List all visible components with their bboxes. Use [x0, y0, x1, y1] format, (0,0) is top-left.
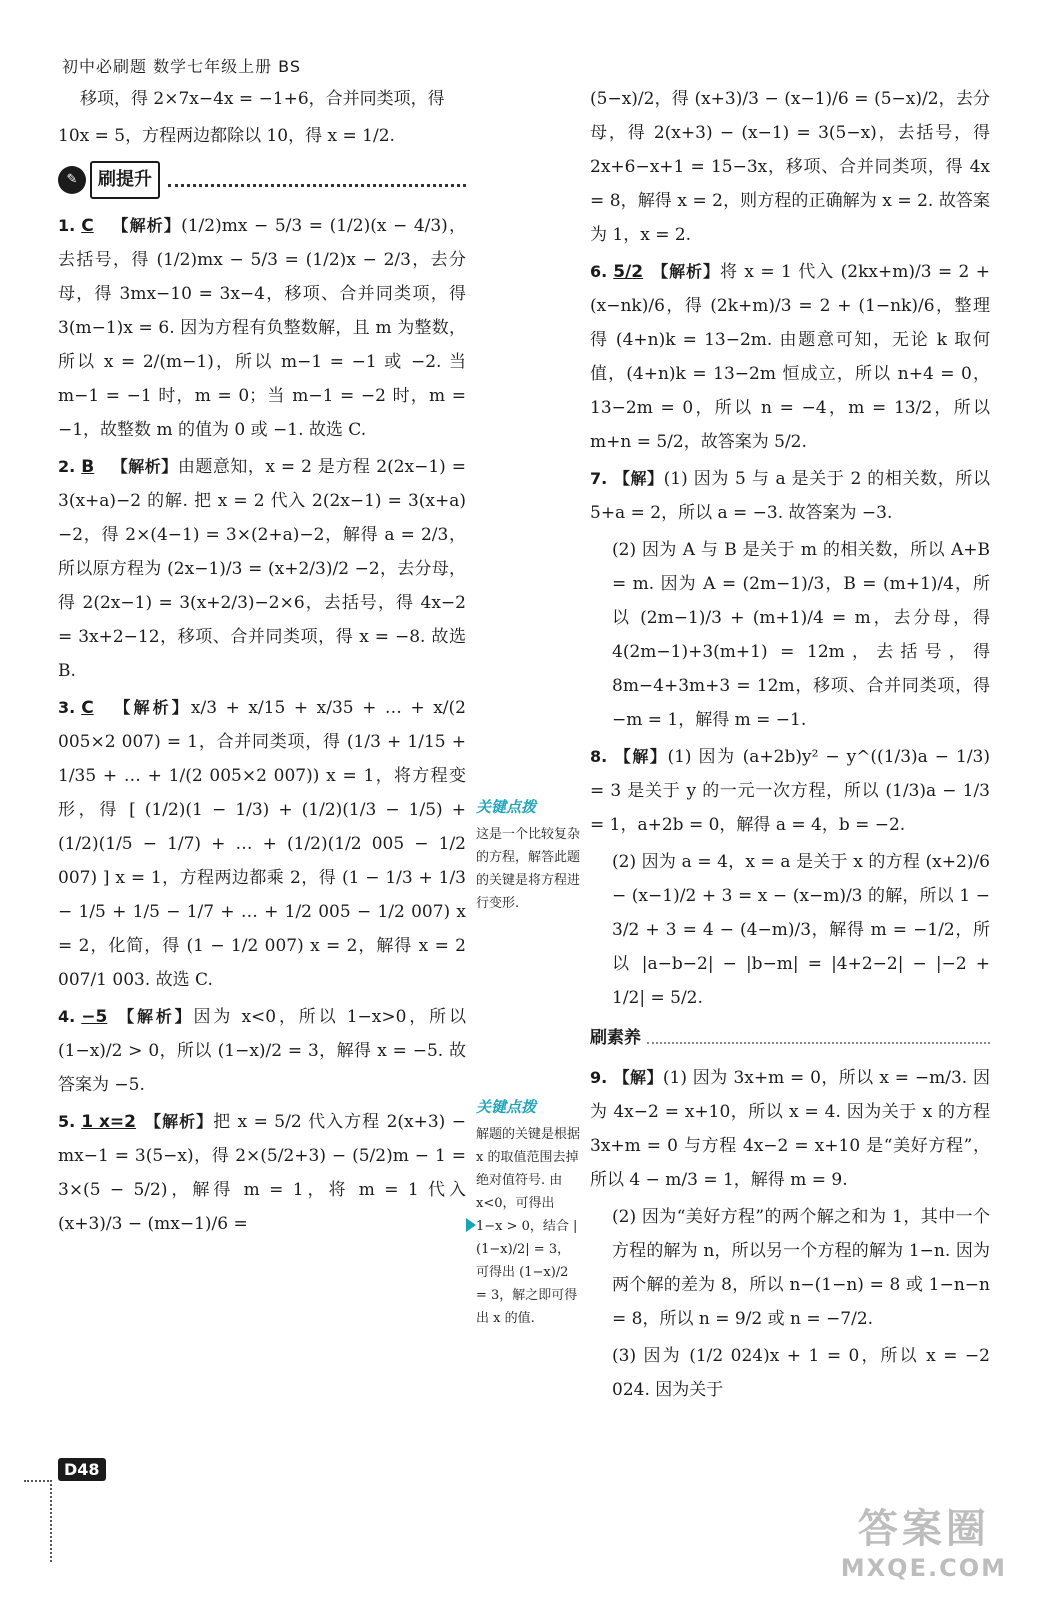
analysis-tag: 【解析】 — [115, 1007, 194, 1026]
solution-tag: 【解】 — [613, 1068, 663, 1087]
note-body: 这是一个比较复杂的方程，解答此题的关键是将方程进行变形. — [476, 827, 581, 911]
page-number: D48 — [58, 1458, 106, 1481]
pencil-icon: ✎ — [58, 166, 86, 194]
watermark-logo — [841, 1497, 1007, 1582]
question-9 — [590, 1061, 990, 1197]
answer-choice: B — [81, 457, 95, 477]
analysis-tag: 【解析】 — [111, 457, 178, 476]
question-number: 8. — [590, 747, 608, 766]
analysis-tag: 【解析】 — [144, 1112, 214, 1131]
solution-tag: 【解】 — [613, 747, 668, 766]
question-6 — [590, 255, 990, 459]
solution-text: 把 x = 5/2 代入方程 2(x+3) − mx−1 = 3(5−x)，得 2×(5/2+3) − (5/2)m − 1 = 3×(5 − 5/2)，解得 m = 1，将 m = 1 代入 (x+3)/3 − (mx−1)/6 = — [58, 1112, 466, 1234]
watermark-line-1: 答案圈 — [857, 1506, 990, 1552]
question-8-part-2: (2) 因为 a = 4，x = a 是关于 x 的方程 (x+2)/6 − (x−1)/2 + 3 = x − (x−m)/3 的解，所以 1 − 3/2 + 3 = 4 − (4−m)/3，解得 m = −1/2，所以 |a−b−2| − |b−m| = |4+2−2| − |−2 + 1/2| = 5/2. — [612, 852, 990, 1008]
solution-text: 将 x = 1 代入 (2kx+m)/3 = 2 + (x−nk)/6，得 (2k+m)/3 = 2 + (1−nk)/6，整理得 (4+n)k = 13−2m. 由题意可知，无论 k 取何值，(4+n)k = 13−2m 恒成立，所以 n+4 = 0，13−2m = 0，所以 n = −4，m = 13/2，所以 m+n = 5/2，故答案为 5/2. — [590, 262, 990, 452]
question-number: 6. — [590, 262, 608, 281]
answer-value: −5 — [81, 1007, 108, 1027]
question-number: 9. — [590, 1068, 608, 1087]
solution-text: 由题意知，x = 2 是方程 2(2x−1) = 3(x+a)−2 的解. 把 x = 2 代入 2(2x−1) = 3(x+a)−2，得 2×(4−1) = 3×(2+a)−2，解得 a = 2/3，所以原方程为 (2x−1)/3 = (x+2/3)/2 −2，去分母，得 2(2x−1) = 3(x+2/3)−2×6，去括号，得 4x−2 = 3x+2−12，移项、合并同类项，得 x = −8. 故选 B. — [58, 457, 466, 681]
question-number: 1. — [58, 216, 76, 235]
left-column — [58, 82, 466, 1244]
answer-choice: C — [81, 698, 94, 718]
note-body: 解题的关键是根据 x 的取值范围去掉绝对值符号. 由 x<0，可得出 1−x > 0，结合 |(1−x)/2| = 3，可得出 (1−x)/2 = 3，解之即可得出 x 的值. — [476, 1127, 581, 1326]
intro-line-1: 移项，得 2×7x−4x = −1+6，合并同类项，得 — [80, 89, 445, 109]
solution-text: 因为 x<0，所以 1−x>0，所以 (1−x)/2 > 0，所以 (1−x)/2 = 3，解得 x = −5. 故答案为 −5. — [58, 1007, 466, 1095]
question-number: 2. — [58, 457, 76, 476]
question-7-part-2: (2) 因为 A 与 B 是关于 m 的相关数，所以 A+B = m. 因为 A = (2m−1)/3，B = (m+1)/4，所以 (2m−1)/3 + (m+1)/4 = m，去分母，得 4(2m−1)+3(m+1) = 12m，去括号，得 8m−4+3m+3 = 12m，移项、合并同类项，得 −m = 1，解得 m = −1. — [612, 540, 990, 730]
solution-part-1: (1) 因为 3x+m = 0，所以 x = −m/3. 因为 4x−2 = x+10，所以 x = 4. 因为关于 x 的方程 3x+m = 0 与方程 4x−2 = x+10 是“美好方程”，所以 4 − m/3 = 1，解得 m = 9. — [590, 1068, 990, 1190]
note-heading: 关键点拨 — [476, 798, 537, 816]
solution-part-1: (1) 因为 5 与 a 是关于 2 的相关数，所以 5+a = 2，所以 a = −3. 故答案为 −3. — [590, 469, 990, 523]
corner-dotted-line — [24, 1480, 52, 1562]
answer-choice: C — [81, 216, 94, 236]
right-column — [590, 82, 990, 1410]
question-number: 4. — [58, 1007, 76, 1026]
solution-text: x/3 + x/15 + x/35 + … + x/(2 005×2 007) = 1，合并同类项，得 (1/3 + 1/15 + 1/35 + … + 1/(2 005×2 007)) x = 1，将方程变形，得 [ (1/2)(1 − 1/3) + (1/2)(1/3 − 1/5) + (1/2)(1/5 − 1/7) + … + (1/2)(1/2 005 − 1/2 007) ] x = 1，方程两边都乘 2，得 (1 − 1/3 + 1/3 − 1/5 + 1/5 − 1/7 + … + 1/2 005 − 1/2 007) x = 2，化简，得 (1 − 1/2 007) x = 2，解得 x = 2 007/1 003. 故选 C. — [58, 698, 466, 990]
question-9-part-3: (3) 因为 (1/2 024)x + 1 = 0，所以 x = −2 024. 因为关于 — [612, 1346, 990, 1400]
dotted-rule — [647, 1032, 990, 1044]
running-header: 初中必刷题 数学七年级上册 BS — [62, 57, 302, 76]
answer-value: 5/2 — [613, 262, 644, 282]
key-tip-note-2 — [476, 1096, 582, 1330]
solution-text: (1/2)mx − 5/3 = (1/2)(x − 4/3)，去括号，得 (1/2)mx − 5/3 = (1/2)x − 2/3，去分母，得 3mx−10 = 3x−4，移项、合并同类项，得 3(m−1)x = 6. 因为方程有负整数解，且 m 为整数，所以 x = 2/(m−1)，所以 m−1 = −1 或 −2. 当 m−1 = −1 时，m = 0；当 m−1 = −2 时，m = −1，故整数 m 的值为 0 或 −1. 故选 C. — [58, 216, 466, 440]
question-8 — [590, 740, 990, 842]
solution-part-1: (1) 因为 (a+2b)y² − y^((1/3)a − 1/3) = 3 是关于 y 的一元一次方程，所以 (1/3)a − 1/3 = 1，a+2b = 0，解得 a = 4，b = −2. — [590, 747, 990, 835]
question-3 — [58, 691, 466, 997]
question-2 — [58, 450, 466, 688]
analysis-tag: 【解析】 — [651, 262, 721, 281]
key-tip-note-1 — [476, 796, 582, 915]
question-5-continued: (5−x)/2，得 (x+3)/3 − (x−1)/6 = (5−x)/2，去分母，得 2(x+3) − (x−1) = 3(5−x)，去括号，得 2x+6−x+1 = 15−3x，移项、合并同类项，得 4x = 8，解得 x = 2，则方程的正确解为 x = 2. 故答案为 1，x = 2. — [590, 89, 990, 245]
answer-value: 1 x=2 — [81, 1112, 137, 1132]
pointer-arrow-icon — [466, 1218, 476, 1232]
solution-tag: 【解】 — [613, 469, 664, 488]
intro-line-2: 10x = 5，方程两边都除以 10，得 x = 1/2. — [58, 126, 395, 146]
section-title: 刷提升 — [90, 161, 160, 199]
question-7 — [590, 462, 990, 530]
dotted-rule — [168, 174, 466, 187]
question-9-part-2: (2) 因为“美好方程”的两个解之和为 1，其中一个方程的解为 n，所以另一个方程的解为 1−n. 因为两个解的差为 8，所以 n−(1−n) = 8 或 1−n−n = 8，所以 n = 9/2 或 n = −7/2. — [612, 1207, 990, 1329]
note-heading: 关键点拨 — [476, 1098, 537, 1116]
question-1 — [58, 209, 466, 447]
question-number: 7. — [590, 469, 608, 488]
section-banner — [58, 161, 466, 199]
question-number: 3. — [58, 698, 76, 717]
analysis-tag: 【解析】 — [111, 216, 182, 235]
section-title-2: 刷素养 — [590, 1028, 641, 1048]
question-5 — [58, 1105, 466, 1241]
section-banner-2 — [590, 1021, 990, 1055]
analysis-tag: 【解析】 — [111, 698, 191, 717]
question-number: 5. — [58, 1112, 76, 1131]
watermark-line-2: MXQE.COM — [840, 1554, 1007, 1582]
question-4 — [58, 1000, 466, 1102]
